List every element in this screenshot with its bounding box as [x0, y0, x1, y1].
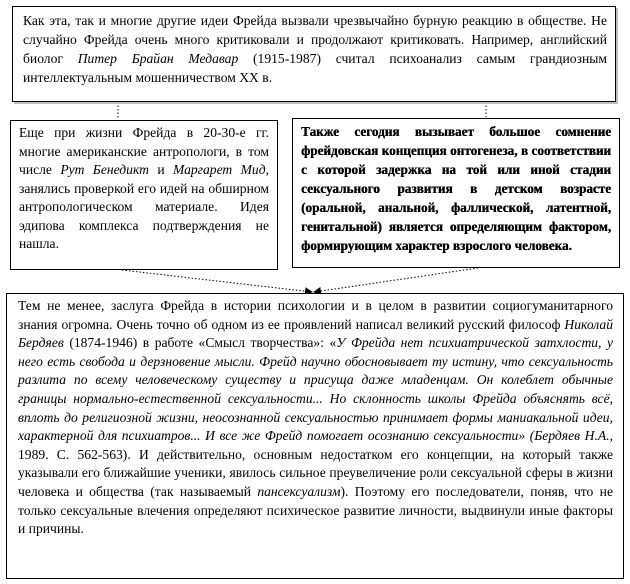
anthropologists-text-part3: , занялись проверкой его идей на обширном антропологическом материале. Идея эдипова комплекса подтверждения не нашла.: [19, 162, 269, 251]
freud-merit-box: [6, 293, 624, 579]
anthropologists-text: [19, 124, 269, 254]
anthropologists-text-part1: Еще при жизни Фрейда в 20-30-е гг. многие американские антропологи, в том числе: [19, 125, 269, 177]
criticism-box: [12, 6, 616, 102]
merit-text-part1: Тем не менее, заслуга Фрейда в истории психологии и в целом в развитии социогуманитарного знания огромна. Очень точно об одном из ее проявлений написал великий русский философ: [18, 298, 613, 332]
ontogenesis-box: [292, 118, 620, 268]
mead-name: Маргарет Мид: [172, 162, 266, 177]
medawar-name: Питер Брайан Медавар: [77, 51, 239, 66]
merit-text-part2: (1874-1946) в работе «Смысл творчества»: «: [63, 335, 337, 351]
criticism-text-part1: Как эта, так и многие другие идеи Фрейда вызвали чрезвычайно бурную реакцию в обществе. Не случайно Фрейда очень много критиковали и продолжают критиковать. Например, английский биолог: [23, 13, 607, 66]
anthropologists-box: [10, 120, 278, 270]
criticism-text-part2: (1915-1987) считал психоанализ самым грандиозным интеллектуальным мошенничеством XX в.: [23, 51, 607, 85]
benedict-name: Рут Бенедикт: [60, 162, 149, 177]
merit-text-part4: ). Поэтому его последователи, поняв, что не только сексуальные влечения определяют психическое развитие личности, выдвинули иные факторы и причины.: [18, 483, 613, 537]
arrow-right-to-bottom: [314, 268, 478, 292]
merit-text-part3: 1989. С. 562-563). И действительно, основным недостатком его концепции, на который также указывали его ближайшие ученики, явилось сильное преувеличение роли сексуальной сферы в жизни человека и общества (так называемый: [18, 446, 613, 499]
criticism-text: [23, 11, 607, 87]
freud-merit-text: [18, 297, 613, 539]
anthropologists-text-part2: и: [148, 162, 173, 177]
berdyaev-name: Николай Бердяев: [18, 316, 613, 351]
arrow-left-to-bottom: [122, 270, 312, 292]
ontogenesis-text: Также сегодня вызывает большое сомнение фрейдовская концепция онтогенеза, в соответствии с которой задержка на той или иной стадии сексуального развития в детском возрасте (оральной, анальной, фаллической, латентной, генитальной) является определяющим фактором, формирующим характер взрослого человека.: [301, 124, 611, 253]
pansexualism-term: пансексуализм: [257, 483, 341, 499]
berdyaev-quote: У Фрейда нет психиатрической затхлости, у него есть свобода и дерзновение мысли. Фрейд научно обосновывает ту истину, что сексуальность разлита по всему человеческому существу и присуща даже младенцам. Он колеблет обычные границы нормально-естественной сексуальности... Но склонность школы Фрейда объяснять всё, вплоть до религиозной жизни, неосознанной сексуальностью принимает формы маниакальной идеи, характерной для психиатров... И все же Фрейд помогает осознанию сексуальности» (Бердяев Н.А.,: [18, 335, 613, 444]
